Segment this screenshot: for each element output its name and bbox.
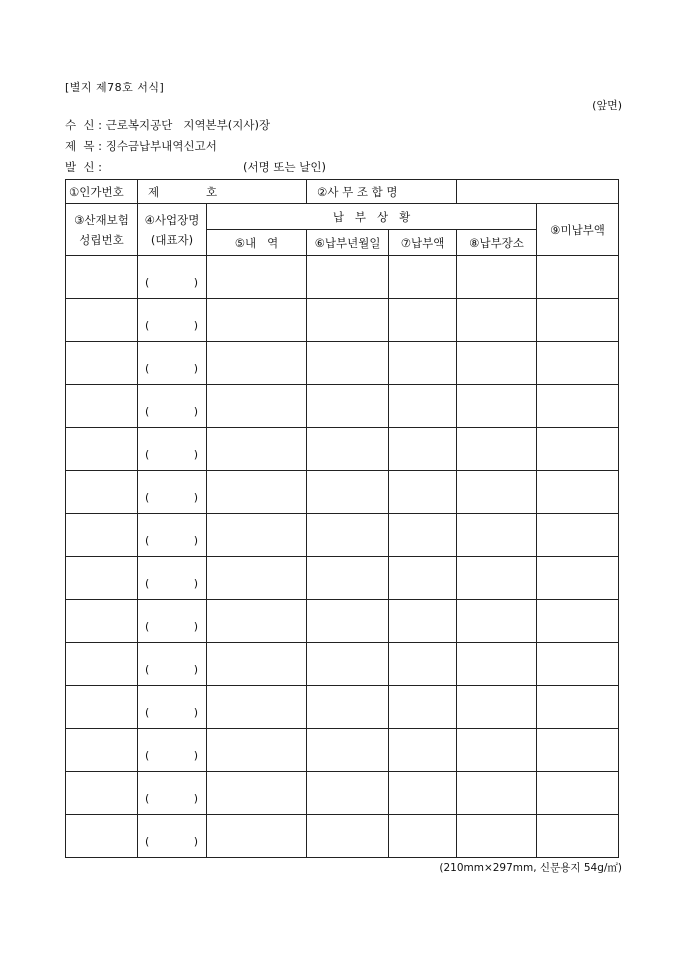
business-name-cell[interactable] [138, 385, 207, 428]
paren-open: ( [145, 749, 150, 762]
paren-close: ) [193, 749, 198, 762]
paper-spec-note: (210mm×297mm, 신문용지 54g/㎡) [439, 862, 622, 874]
recipient-line [65, 117, 270, 133]
insurance-number-cell[interactable] [66, 342, 138, 385]
payment-amount-cell[interactable] [389, 772, 457, 815]
unpaid-amount-cell[interactable] [537, 428, 619, 471]
payment-date-cell[interactable] [307, 729, 389, 772]
detail-cell[interactable] [207, 514, 307, 557]
payment-place-cell[interactable] [457, 643, 537, 686]
representative-parentheses [138, 256, 206, 298]
unpaid-amount-cell[interactable] [537, 557, 619, 600]
payment-place-cell[interactable] [457, 256, 537, 299]
payment-date-cell[interactable] [307, 471, 389, 514]
paren-open: ( [145, 835, 150, 848]
table-row [66, 514, 619, 557]
permit-suffix: 호 [206, 184, 218, 199]
payment-place-cell[interactable] [457, 600, 537, 643]
detail-cell[interactable] [207, 557, 307, 600]
payment-date-cell[interactable] [307, 815, 389, 858]
payment-place-cell[interactable] [457, 772, 537, 815]
payment-place-cell[interactable] [457, 514, 537, 557]
unpaid-amount-cell[interactable] [537, 299, 619, 342]
representative-parentheses [138, 772, 206, 814]
detail-cell[interactable] [207, 385, 307, 428]
insurance-number-cell[interactable] [66, 514, 138, 557]
payment-place-cell[interactable] [457, 299, 537, 342]
payment-amount-cell[interactable] [389, 385, 457, 428]
business-name-label-2: (대표자) [150, 232, 194, 247]
business-name-header [138, 204, 207, 256]
payment-date-cell[interactable] [307, 772, 389, 815]
business-name-cell[interactable] [138, 514, 207, 557]
detail-cell[interactable] [207, 256, 307, 299]
representative-parentheses [138, 428, 206, 470]
payment-date-cell[interactable] [307, 385, 389, 428]
insurance-number-label-1: ③산재보험 [74, 212, 129, 227]
permit-number-label: ①인가번호 [66, 180, 138, 204]
paren-open: ( [145, 792, 150, 805]
representative-parentheses [138, 471, 206, 513]
representative-parentheses [138, 299, 206, 341]
paren-open: ( [145, 534, 150, 547]
representative-parentheses [138, 385, 206, 427]
paren-close: ) [193, 706, 198, 719]
paren-close: ) [193, 362, 198, 375]
payment-amount-cell[interactable] [389, 471, 457, 514]
payment-place-cell[interactable] [457, 385, 537, 428]
unpaid-amount-cell[interactable] [537, 815, 619, 858]
business-name-cell[interactable] [138, 342, 207, 385]
payment-amount-cell[interactable] [389, 815, 457, 858]
payment-amount-cell[interactable] [389, 686, 457, 729]
payment-place-cell[interactable] [457, 471, 537, 514]
table-row [66, 643, 619, 686]
business-name-cell[interactable] [138, 557, 207, 600]
payment-place-cell[interactable] [457, 342, 537, 385]
representative-parentheses [138, 557, 206, 599]
subject-value: 징수금납부내역신고서 [105, 139, 217, 153]
table-row [66, 385, 619, 428]
payment-date-cell[interactable] [307, 256, 389, 299]
business-name-cell[interactable] [138, 600, 207, 643]
subject-label: 제 목 : [65, 139, 106, 153]
representative-parentheses [138, 342, 206, 384]
payment-place-cell[interactable] [457, 686, 537, 729]
paren-open: ( [145, 663, 150, 676]
subject-line [65, 138, 217, 154]
representative-parentheses [138, 729, 206, 771]
table-row [66, 256, 619, 299]
table-row [66, 471, 619, 514]
unpaid-amount-cell[interactable] [537, 256, 619, 299]
business-name-cell[interactable] [138, 256, 207, 299]
payment-date-cell[interactable] [307, 600, 389, 643]
permit-number-field[interactable] [138, 180, 307, 204]
insurance-number-cell[interactable] [66, 557, 138, 600]
unpaid-amount-cell[interactable] [537, 471, 619, 514]
representative-parentheses [138, 686, 206, 728]
representative-parentheses [138, 600, 206, 642]
paren-close: ) [193, 663, 198, 676]
unpaid-amount-cell[interactable] [537, 729, 619, 772]
table-row [66, 772, 619, 815]
paren-close: ) [193, 534, 198, 547]
insurance-number-cell[interactable] [66, 815, 138, 858]
detail-cell[interactable] [207, 471, 307, 514]
payment-date-cell[interactable] [307, 299, 389, 342]
unpaid-amount-cell[interactable] [537, 385, 619, 428]
paren-open: ( [145, 362, 150, 375]
paren-open: ( [145, 319, 150, 332]
recipient-value: 근로복지공단 지역본부(지사)장 [105, 118, 271, 132]
payment-place-cell[interactable] [457, 729, 537, 772]
business-name-cell[interactable] [138, 686, 207, 729]
insurance-number-cell[interactable] [66, 256, 138, 299]
payment-date-cell[interactable] [307, 686, 389, 729]
payment-amount-cell[interactable] [389, 557, 457, 600]
table-row [66, 729, 619, 772]
table-row [66, 428, 619, 471]
unpaid-amount-cell[interactable] [537, 514, 619, 557]
office-name-label: ②사 무 조 합 명 [307, 180, 457, 204]
business-name-cell[interactable] [138, 643, 207, 686]
paren-close: ) [193, 491, 198, 504]
payment-place-header: ⑧납부장소 [457, 230, 537, 256]
business-name-cell[interactable] [138, 729, 207, 772]
representative-parentheses [138, 643, 206, 685]
office-name-field[interactable] [457, 180, 619, 204]
recipient-label: 수 신 : [65, 118, 106, 132]
insurance-number-cell[interactable] [66, 600, 138, 643]
form-reference: [별지 제78호 서식] [65, 81, 165, 94]
insurance-number-cell[interactable] [66, 299, 138, 342]
payment-place-cell[interactable] [457, 428, 537, 471]
paren-open: ( [145, 491, 150, 504]
detail-header: ⑤내 역 [207, 230, 307, 256]
unpaid-amount-header: ⑨미납부액 [537, 204, 619, 256]
table-row [66, 299, 619, 342]
permit-prefix: 제 [148, 184, 160, 199]
paren-open: ( [145, 706, 150, 719]
insurance-number-cell[interactable] [66, 729, 138, 772]
business-name-cell[interactable] [138, 299, 207, 342]
business-name-cell[interactable] [138, 772, 207, 815]
paren-close: ) [193, 620, 198, 633]
payment-amount-cell[interactable] [389, 729, 457, 772]
table-row [66, 600, 619, 643]
sender-line [65, 159, 326, 175]
sender-signature-label: (서명 또는 날인) [243, 160, 326, 174]
representative-parentheses [138, 815, 206, 857]
unpaid-amount-cell[interactable] [537, 342, 619, 385]
business-name-cell[interactable] [138, 428, 207, 471]
detail-cell[interactable] [207, 686, 307, 729]
detail-cell[interactable] [207, 729, 307, 772]
payment-date-cell[interactable] [307, 514, 389, 557]
detail-cell[interactable] [207, 815, 307, 858]
unpaid-amount-cell[interactable] [537, 600, 619, 643]
unpaid-amount-cell[interactable] [537, 643, 619, 686]
page-side-label: (앞면) [592, 99, 622, 112]
paren-close: ) [193, 448, 198, 461]
detail-cell[interactable] [207, 342, 307, 385]
detail-cell[interactable] [207, 428, 307, 471]
payment-place-cell[interactable] [457, 557, 537, 600]
table-row [66, 557, 619, 600]
paren-open: ( [145, 577, 150, 590]
payment-date-cell[interactable] [307, 428, 389, 471]
insurance-number-cell[interactable] [66, 686, 138, 729]
paren-close: ) [193, 319, 198, 332]
insurance-number-cell[interactable] [66, 385, 138, 428]
payment-date-cell[interactable] [307, 342, 389, 385]
insurance-number-header [66, 204, 138, 256]
insurance-number-cell[interactable] [66, 471, 138, 514]
payment-date-cell[interactable] [307, 557, 389, 600]
paren-close: ) [193, 835, 198, 848]
payment-date-header: ⑥납부년월일 [307, 230, 389, 256]
payment-place-cell[interactable] [457, 815, 537, 858]
paren-close: ) [193, 577, 198, 590]
paren-close: ) [193, 792, 198, 805]
insurance-number-label-2: 성립번호 [79, 232, 124, 247]
unpaid-amount-cell[interactable] [537, 772, 619, 815]
paren-open: ( [145, 448, 150, 461]
payment-date-cell[interactable] [307, 643, 389, 686]
detail-cell[interactable] [207, 772, 307, 815]
payment-amount-cell[interactable] [389, 299, 457, 342]
insurance-number-cell[interactable] [66, 643, 138, 686]
unpaid-amount-cell[interactable] [537, 686, 619, 729]
business-name-cell[interactable] [138, 471, 207, 514]
paren-open: ( [145, 405, 150, 418]
paren-close: ) [193, 276, 198, 289]
payment-amount-cell[interactable] [389, 600, 457, 643]
payment-amount-cell[interactable] [389, 342, 457, 385]
business-name-label-1: ④사업장명 [144, 212, 200, 227]
payment-amount-cell[interactable] [389, 514, 457, 557]
table-row [66, 686, 619, 729]
representative-parentheses [138, 514, 206, 556]
paren-open: ( [145, 620, 150, 633]
paren-open: ( [145, 276, 150, 289]
payment-report-table [65, 179, 619, 858]
table-row [66, 815, 619, 858]
paren-close: ) [193, 405, 198, 418]
payment-status-header: 납 부 상 황 [207, 204, 537, 230]
detail-cell[interactable] [207, 643, 307, 686]
table-row [66, 342, 619, 385]
insurance-number-cell[interactable] [66, 772, 138, 815]
payment-amount-cell[interactable] [389, 643, 457, 686]
payment-amount-cell[interactable] [389, 428, 457, 471]
payment-amount-cell[interactable] [389, 256, 457, 299]
insurance-number-cell[interactable] [66, 428, 138, 471]
detail-cell[interactable] [207, 600, 307, 643]
detail-cell[interactable] [207, 299, 307, 342]
business-name-cell[interactable] [138, 815, 207, 858]
payment-amount-header: ⑦납부액 [389, 230, 457, 256]
sender-label: 발 신 : [65, 160, 106, 174]
